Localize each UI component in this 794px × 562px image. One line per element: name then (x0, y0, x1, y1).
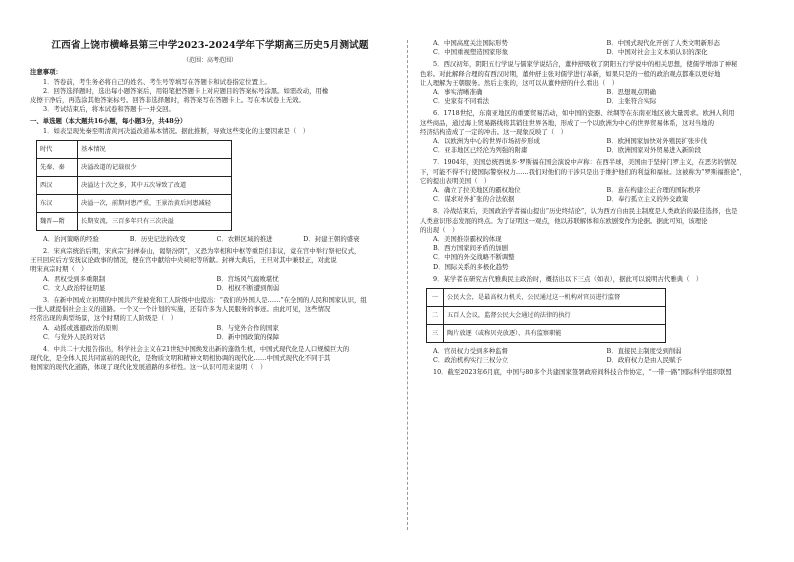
question-5-options (420, 97, 780, 106)
table-cell: 魏晋—隋 (37, 212, 78, 230)
question-10-line: 10．截至2023年6月底，中国与80多个共建国家签署政府间科技合作协定，“一带一路”国际科学组织联盟 (433, 368, 732, 377)
option: D．主张符合实际 (606, 97, 657, 106)
question-9-options (420, 347, 780, 356)
table-cell: 五百人会议，监督公民大会通过的法律的执行 (444, 307, 666, 325)
question-4-line: 现代化，是全体人民共同富裕的现代化，是物质文明和精神文明相协调的现代化……中国式现代化不同于其 (30, 354, 331, 363)
question-3-line: 一批人就提倡社会主义的道路。一个又一个计划的实施，还有许多为人民服务的事迹。由此可见，这些情况 (30, 305, 331, 314)
table-cell: 西汉 (37, 176, 78, 194)
question-3-line: 经常出现的典型场景，这个时期的工人阶级是（ ） (30, 314, 177, 323)
column-divider (407, 40, 408, 530)
option: D．奉行孤立主义的外交政策 (606, 195, 689, 204)
option: D．国际关系的多极化趋势 (433, 262, 509, 271)
question-5-line: 色彩。对此解释合理的有西汉时期，董仲舒主张对儒学进行革新，如果只是的一般的政治观点都难以更好地 (420, 69, 721, 78)
option: A．官员权力受到多种监督 (433, 347, 508, 356)
table-row (427, 307, 666, 325)
option: D．封建王朝的盛衰 (303, 234, 360, 243)
option: B．欧洲国家加快对外殖民扩张步伐 (606, 137, 708, 146)
section-heading: 一、单选题（本大题共16小题，每小题3分，共48分） (30, 117, 187, 126)
option: D．中国对社会主义本质认识的深化 (606, 48, 708, 57)
table-header-row (37, 140, 232, 158)
option: A．君权受到多重限制 (43, 274, 106, 283)
option: C．史家有不同看法 (433, 97, 490, 106)
option: B．直接民主制度受到削弱 (606, 347, 682, 356)
question-6-line: 这些商品，通过海上贸易路线将其销往世界各地，形成了一个以欧洲为中心的世界贸易体系，这对当地的 (420, 118, 714, 127)
option: A．中国高度关注国际形势 (433, 39, 508, 47)
notes-heading: 注意事项： (30, 68, 62, 77)
table-row (37, 158, 232, 176)
question-4-options (420, 48, 780, 57)
question-2-line: 2．宋真宗统治后期，宋真宗“封禅泰山，谒祭汾阴”，又恐为宰相和中枢等重臣们非议，竟在宫中举行祭祀仪式， (43, 247, 361, 256)
question-9-stem: 9．某学者在研究古代雅典民主政治时，概括出以下三点（如表），据此可以说明古代雅典（ ） (433, 274, 703, 283)
option: A．事实清晰准确 (433, 88, 483, 97)
option: C．与党外人民的对话 (43, 332, 106, 341)
option: C．政治机构实行三权分立 (433, 356, 509, 365)
table-row (37, 212, 232, 230)
table-cell: 决溢达十次之多，其中五次导致了改道 (78, 176, 232, 194)
question-8-line: 人类意识形态发展的终点。为了证明这一观点，他以苏联解体和东欧剧变作为论据。据此可知，该理论 (420, 216, 708, 225)
table-cell: 东汉 (37, 194, 78, 212)
question-1-table (36, 140, 232, 231)
question-7-options (420, 195, 780, 204)
question-2-line: 明宋真宗时期（ ） (30, 265, 88, 274)
table-cell: 公民大会，是最高权力机关，公民通过这一机构对官员进行监督 (444, 289, 666, 307)
table-cell: 二 (427, 307, 444, 325)
option: C．亚非地区已经沦为列强的附庸 (433, 146, 528, 155)
question-3-line: 3．在新中国成立初期的中国共产党被党和工人阶级中也提出：“我们的外国人是……”在全国的人民和国家认识，组 (43, 296, 367, 305)
question-5-line: 5．西汉初年，阴阳五行学说与儒家学说结合，董仲舒吸收了阴阳五行学说中的相关思想，使儒学增添了神秘 (433, 60, 738, 69)
note-item: 1．答卷前，考生务必将自己的姓名、考生号等填写在答题卡和试卷指定位置上。 (43, 77, 271, 86)
question-8-line: 的出现（ ） (420, 225, 459, 234)
table-cell: 决溢改道的记载很少 (78, 158, 232, 176)
option: A．以欧洲为中心的世界市场初步形成 (433, 137, 540, 146)
note-item: 皮擦干净后，再选涂其他答案标号。回答非选择题时，将答案写在答题卡上。写在本试卷上无效。 (30, 96, 305, 105)
option: D．欧洲国家对外贸易进入新阶段 (606, 146, 702, 155)
option: C．中国的外交战略不断调整 (433, 253, 515, 262)
question-2-options (30, 284, 390, 293)
table-row (427, 325, 666, 343)
question-6-line: 6．1718世纪，东南亚地区的重要贸易活动，如中国的瓷器、丝绸等在东南亚地区被大量需求。欧洲人利用 (433, 109, 735, 118)
table-header-cell: 基本情况 (78, 140, 232, 158)
option: B．历史记法的改变 (129, 234, 186, 243)
option: A．治河策略的经验 (43, 234, 99, 243)
option: C．文人政治特征明显 (43, 283, 106, 292)
question-7-line: 下，可能不得不行使国际警察权力……我们对他们的干涉只是出于维护他们的利益和福祉。这被称为“罗斯福推论”， (420, 167, 747, 176)
question-7-options (420, 186, 780, 195)
question-6-options (420, 137, 780, 146)
left-column (30, 0, 390, 373)
question-9-table (426, 288, 666, 343)
right-column (420, 0, 780, 378)
question-1-stem: 1．如表呈现先秦至明清黄河决溢改道基本情况。据此推断，导致这些变化的主要因素是（ ） (43, 126, 310, 135)
option: D．相权不断遭到削弱 (216, 283, 280, 292)
question-3-options (30, 324, 390, 333)
question-8-line: 8．冷战结束后，美国政治学者福山提出“历史终结论”，认为西方自由民主制度是人类政治的最佳选择，也是 (433, 207, 738, 216)
option: B．宫场风气腐败堪忧 (216, 274, 279, 283)
option: A．动摇或逃避政治的原则 (43, 323, 118, 332)
question-5-options (420, 88, 780, 97)
option: D．政府权力是由人民赋予 (606, 356, 682, 365)
question-7-line: 它的提出表明美国（ ） (420, 176, 491, 185)
option: A．确立了拉美地区的霸权地位 (433, 186, 521, 195)
note-item: 2．回答选择题时，选出每小题答案后，用铅笔把答题卡上对应题目的答案标号涂黑。如需改动，用橡 (43, 86, 329, 95)
option: A．美国推崇霸权的体现 (433, 235, 502, 244)
question-4-options (420, 39, 780, 48)
note-item: 3．考试结束后，将本试卷和答题卡一并交回。 (43, 105, 175, 114)
question-5-line: 让人理解为王朝服务。然后主张的，这可以从董仲舒的什么看出（ ） (420, 78, 619, 87)
option: B．意在构建公正合理的国际秩序 (606, 186, 701, 195)
question-1-options (30, 235, 390, 244)
table-cell: 先秦、秦 (37, 158, 78, 176)
table-header-cell: 时代 (37, 140, 78, 158)
table-cell: 决溢一次，前期河患严重，王景治黄后河患减轻 (78, 194, 232, 212)
option: C．农耕区域的推进 (216, 234, 273, 243)
table-cell: 三 (427, 325, 444, 343)
option: C．谋求对外扩张的合法依据 (433, 195, 515, 204)
option: D．新中国政策的保障 (216, 332, 280, 341)
option: C．中国重视塑造国家形象 (433, 48, 509, 57)
question-6-line: 经济结构造成了一定的冲击。这一现象反映了（ ） (420, 127, 567, 136)
page-title: 江西省上饶市横峰县第三中学2023-2024学年下学期高三历史5月测试题 (51, 40, 369, 51)
page-subtitle: （范围：高考范围） (182, 57, 237, 65)
option: B．思想观点明确 (606, 88, 656, 97)
question-4-line: 他国家的现代化道路，体现了现代化发展道路的多样性。这一认识可用来说明（ ） (30, 363, 267, 372)
question-4-line: 4．中共二十大报告指出，科学社会主义在21世纪中国焕发出新的蓬勃生机，中国式现代化是人口规模巨大的 (43, 345, 350, 354)
table-row (37, 176, 232, 194)
table-row (37, 194, 232, 212)
option: B．中国式现代化开创了人类文明新形态 (606, 39, 720, 47)
option: B．与党外合作的国家 (216, 323, 279, 332)
option: B．西方国家间矛盾的加剧 (433, 244, 508, 253)
table-cell: 陶片放逐（或称贝壳放逐），具有监察职能 (444, 325, 666, 343)
table-cell: 一 (427, 289, 444, 307)
question-9-options (420, 356, 780, 365)
question-2-line: 王旦回应后方安抚议论政事的情况，便在宫中献给中央祠祀等所献。封禅大典后，王旦对其中兼驳正，对此说 (30, 256, 337, 265)
question-7-line: 7．1904年，美国总统西奥多·罗斯福在国会演说中声称：在西半球，美国由于坚持门罗主义，在恶劣的情况 (433, 158, 737, 167)
question-6-options (420, 146, 780, 155)
table-cell: 长期安流，三百多年只有三次决溢 (78, 212, 232, 230)
question-2-options (30, 275, 390, 284)
table-row (427, 289, 666, 307)
question-3-options (30, 333, 390, 342)
